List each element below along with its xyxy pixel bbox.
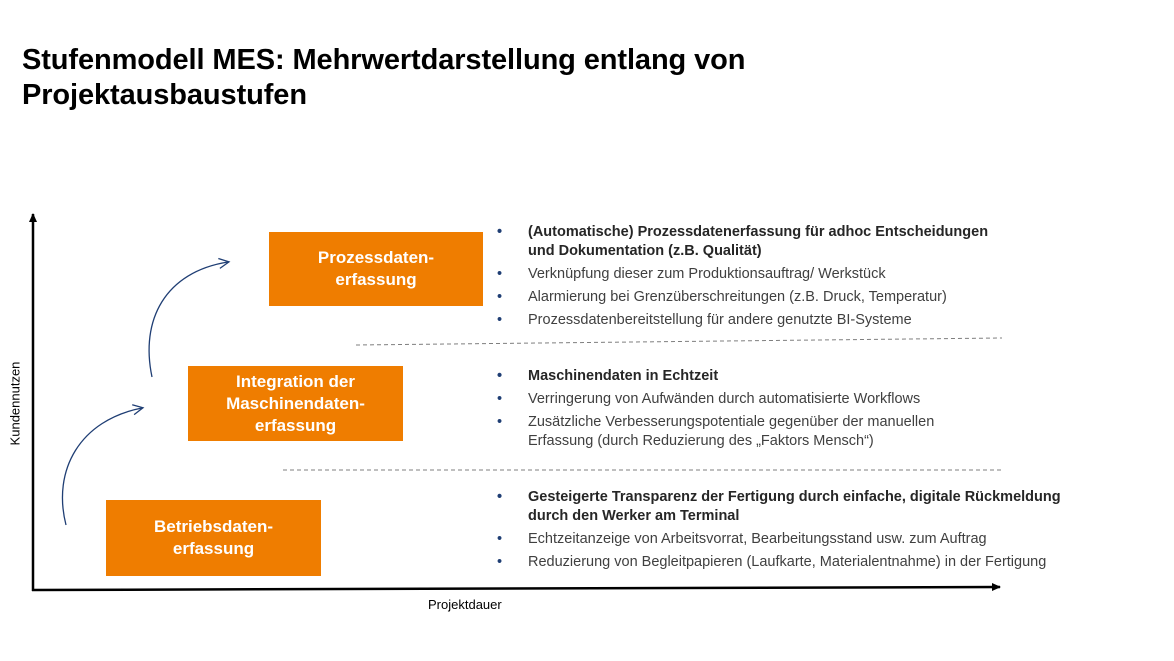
bullet-dot: • [497,531,503,547]
bullet-text: Verringerung von Aufwänden durch automatisierte Workflows [528,391,921,407]
bullet-item [497,413,934,451]
bullet-item [497,311,988,330]
stage-box-maschinendaten [188,366,403,441]
bullet-dot: • [497,391,503,407]
bullet-item [497,488,1061,526]
bullet-list-betriebsdaten [497,488,1061,576]
divider-upper [356,338,1002,345]
bullet-list-prozessdaten [497,223,988,334]
y-axis-label: Kundennutzen [7,361,23,446]
bullet-item [497,288,988,307]
bullet-item [497,390,934,409]
bullet-item [497,265,988,284]
bullet-text: Alarmierung bei Grenzüberschreitungen (z.B. Druck, Temperatur) [528,289,947,305]
bullet-list-maschinendaten [497,367,934,455]
bullet-dot: • [497,554,503,570]
stage-box-prozessdaten-line-2: erfassung [335,270,417,289]
stage-box-maschinendaten-line-1: Integration der [235,371,355,391]
bullet-text: Echtzeitanzeige von Arbeitsvorrat, Bearbeitungsstand usw. zum Auftrag [528,531,987,547]
stage-box-maschinendaten-line-2: Maschinendaten- [226,393,365,413]
x-axis-label: Projektdauer [428,597,502,612]
bullet-dot: • [497,224,503,240]
bullet-text: (Automatische) Prozessdatenerfassung für adhoc Entscheidungen [528,224,989,240]
stage-box-betriebsdaten-line-1: Betriebsdaten- [153,517,274,536]
stage-box-betriebsdaten [106,500,321,576]
stage-box-maschinendaten-line-3: erfassung [254,415,337,435]
stage-box-prozessdaten-line-1: Prozessdaten- [317,248,435,267]
bullet-text: Prozessdatenbereitstellung für andere genutzte BI-Systeme [528,312,912,328]
bullet-dot: • [497,489,503,505]
bullet-text: Reduzierung von Begleitpapieren (Laufkarte, Materialentnahme) in der Fertigung [528,554,1047,570]
bullet-item [497,530,1061,549]
growth-arrow-upper [149,262,228,377]
stage-box-prozessdaten [269,232,483,306]
bullet-text: und Dokumentation (z.B. Qualität) [528,243,762,259]
bullet-text: durch den Werker am Terminal [528,508,740,524]
bullet-dot: • [497,289,503,305]
bullet-item [497,553,1061,572]
slide-title-line-2: Projektausbaustufen [22,79,307,111]
bullet-item [497,223,988,261]
bullet-text: Gesteigerte Transparenz der Fertigung durch einfache, digitale Rückmeldung [528,489,1061,505]
bullet-dot: • [497,312,503,328]
bullet-dot: • [497,266,503,282]
bullet-dot: • [497,368,503,384]
x-axis [32,587,1000,590]
bullet-text: Erfassung (durch Reduzierung des „Faktors Mensch“) [528,433,874,449]
bullet-text: Zusätzliche Verbesserungspotentiale gegenüber der manuellen [528,414,935,430]
slide-title-line-1: Stufenmodell MES: Mehrwertdarstellung entlang von [22,44,746,76]
stage-box-betriebsdaten-line-2: erfassung [172,539,255,558]
bullet-text: Maschinendaten in Echtzeit [528,368,719,384]
bullet-item [497,367,934,386]
bullet-dot: • [497,414,503,430]
bullet-text: Verknüpfung dieser zum Produktionsauftrag/ Werkstück [528,266,886,282]
